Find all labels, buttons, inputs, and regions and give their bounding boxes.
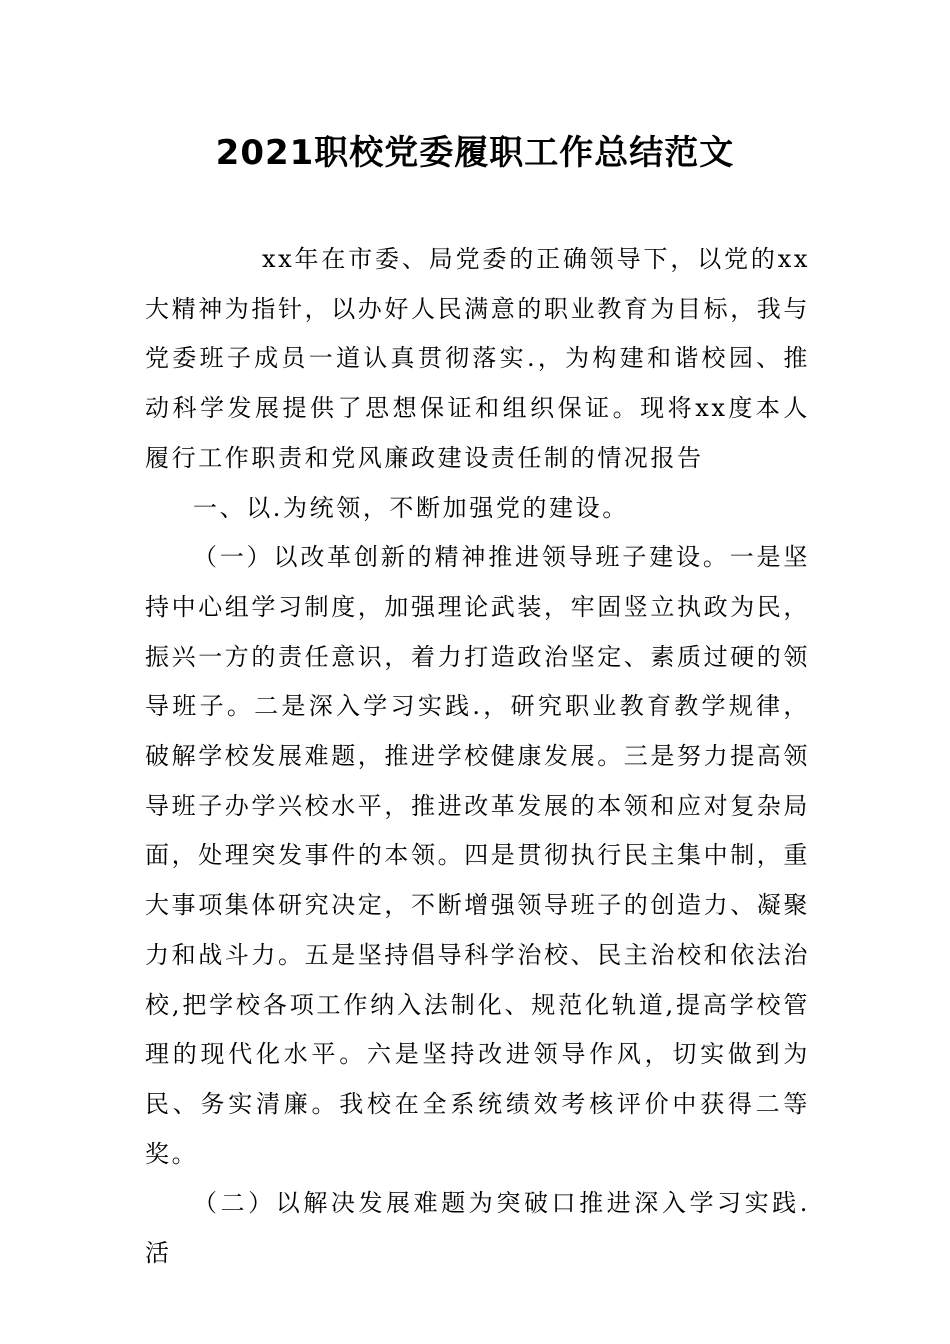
paragraph-subsection-2: （二）以解决发展难题为突破口推进深入学习实践.活 bbox=[145, 1189, 810, 1268]
section-heading-1: 一、以.为统领，不断加强党的建设。 bbox=[193, 493, 629, 522]
document-title: 2021职校党委履职工作总结范文 bbox=[215, 133, 735, 173]
document-body bbox=[145, 235, 810, 1279]
paragraph-subsection-1: （一）以改革创新的精神推进领导班子建设。一是坚持中心组学习制度，加强理论武装，牢固竖立执政为民，振兴一方的责任意识，着力打造政治坚定、素质过硬的领导班子。二是深入学习实践.，研究职业教育教学规律，破解学校发展难题，推进学校健康发展。三是努力提高领导班子办学兴校水平，推进改革发展的本领和应对复杂局面，处理突发事件的本领。四是贯彻执行民主集中制，重大事项集体研究决定，不断增强领导班子的创造力、凝聚力和战斗力。五是坚持倡导科学治校、民主治校和依法治校,把学校各项工作纳入法制化、规范化轨道,提高学校管理的现代化水平。六是坚持改进领导作风，切实做到为民、务实清廉。我校在全系统绩效考核评价中获得二等奖。 bbox=[145, 543, 810, 1168]
paragraph-intro: xx年在市委、局党委的正确领导下，以党的xx大精神为指针，以办好人民满意的职业教育为目标，我与党委班子成员一道认真贯彻落实.，为构建和谐校园、推动科学发展提供了思想保证和组织保证。现将xx度本人履行工作职责和党风廉政建设责任制的情况报告 bbox=[145, 245, 810, 472]
